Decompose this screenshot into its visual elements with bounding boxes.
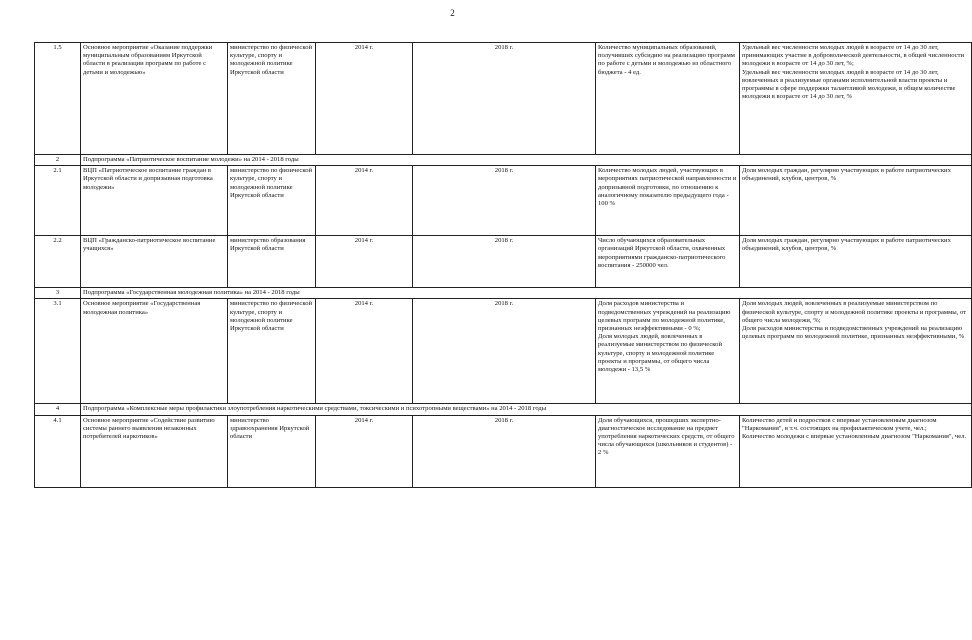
target-indicator: Доля молодых граждан, регулярно участвующих в работе патриотических объединений, клубов, центров, % <box>740 236 972 288</box>
row-number: 1.5 <box>35 43 81 155</box>
expected-result: Количество молодых людей, участвующих в мероприятиях патриотической направленности и допризывной подготовки, по отношению к аналогичному показателю предыдущего года - 100 % <box>596 166 740 236</box>
subprogram-row <box>35 155 972 166</box>
table-row <box>35 166 972 236</box>
row-number: 2.2 <box>35 236 81 288</box>
table-row <box>35 43 972 155</box>
target-indicator: Доля молодых людей, вовлеченных в реализуемые министерством по физической культуре, спорту и молодежной политике проекты и программы, от общего числа молодежи, %; Доля расходов министерства и подведомственных учреждений на реализацию целевых программ по молодежной политике, признанных неэффективными, % <box>740 299 972 404</box>
end-year: 2018 г. <box>413 415 596 487</box>
start-year: 2014 г. <box>316 299 413 404</box>
subprogram-number: 3 <box>35 288 81 299</box>
row-number: 4.1 <box>35 415 81 487</box>
target-indicator: Количество детей и подростков с впервые установленным диагнозом "Наркомания", в т.ч. состоящих на профилактическом учете, чел.; Количество молодежи с впервые установленным диагнозом "Наркомания", чел. <box>740 415 972 487</box>
expected-result: Доля обучающихся, прошедших экспертно-диагностическое исследование на предмет употребления наркотических средств, от общего числа обучающихся (школьников и студентов) - 2 % <box>596 415 740 487</box>
end-year: 2018 г. <box>413 236 596 288</box>
end-year: 2018 г. <box>413 299 596 404</box>
subprogram-number: 2 <box>35 155 81 166</box>
start-year: 2014 г. <box>316 415 413 487</box>
table-row <box>35 415 972 487</box>
executor: министерство здравоохранения Иркутской области <box>228 415 316 487</box>
executor: министерство по физической культуре, спорту и молодежной политике Иркутской области <box>228 166 316 236</box>
subprogram-number: 4 <box>35 404 81 415</box>
end-year: 2018 г. <box>413 43 596 155</box>
expected-result: Доля расходов министерства и подведомственных учреждений на реализацию целевых программ по молодежной политике, признанных неэффективными - 0 %; Доля молодых людей, вовлеченных в реализуемые министерством по физической культуре, спорту и молодежной политике проекты и программы, от общего числа молодежи - 13,5 % <box>596 299 740 404</box>
subprogram-row <box>35 288 972 299</box>
program-measures-table <box>34 42 972 488</box>
page-number: 2 <box>450 8 455 18</box>
table-row <box>35 236 972 288</box>
table-row <box>35 299 972 404</box>
row-number: 3.1 <box>35 299 81 404</box>
measure-name: ВЦП «Гражданско-патриотическое воспитание учащихся» <box>81 236 228 288</box>
subprogram-title: Подпрограмма «Патриотическое воспитание молодежи» на 2014 - 2018 годы <box>81 155 972 166</box>
expected-result: Число обучающихся образовательных организаций Иркутской области, охваченных мероприятиями гражданско-патриотического воспитания - 250000 чел. <box>596 236 740 288</box>
start-year: 2014 г. <box>316 43 413 155</box>
measure-name: Основное мероприятие «Содействие развитию системы раннего выявления незаконных потребителей наркотиков» <box>81 415 228 487</box>
measure-name: Основное мероприятие «Оказание поддержки муниципальным образованиям Иркутской области в реализации программ по работе с детьми и молодежью» <box>81 43 228 155</box>
subprogram-title: Подпрограмма «Государственная молодежная политика» на 2014 - 2018 годы <box>81 288 972 299</box>
executor: министерство по физической культуре, спорту и молодежной политике Иркутской области <box>228 43 316 155</box>
subprogram-title: Подпрограмма «Комплексные меры профилактики злоупотребления наркотическими средствами, токсическими и психотропными веществами» на 2014 - 2018 годы <box>81 404 972 415</box>
subprogram-row <box>35 404 972 415</box>
start-year: 2014 г. <box>316 236 413 288</box>
executor: министерство по физической культуре, спорту и молодежной политике Иркутской области <box>228 299 316 404</box>
expected-result: Количество муниципальных образований, получивших субсидию на реализацию программ по работе с детьми и молодежью из областного бюджета - 4 ед. <box>596 43 740 155</box>
start-year: 2014 г. <box>316 166 413 236</box>
measure-name: ВЦП «Патриотическое воспитание граждан в Иркутской области и допризывная подготовка молодежи» <box>81 166 228 236</box>
executor: министерство образования Иркутской области <box>228 236 316 288</box>
measure-name: Основное мероприятие «Государственная молодежная политика» <box>81 299 228 404</box>
row-number: 2.1 <box>35 166 81 236</box>
target-indicator: Удельный вес численности молодых людей в возрасте от 14 до 30 лет, принимающих участие в добровольческой деятельности, в общей численности молодежи в возрасте от 14 до 30 лет, %; Удельный вес численности молодых людей в возрасте от 14 до 30 лет, вовлеченных в реализуемые органами исполнительной власти проекты и программы в сфере поддержки талантливой молодежи, в общем количестве молодежи в возрасте от 14 до 30 лет, % <box>740 43 972 155</box>
end-year: 2018 г. <box>413 166 596 236</box>
target-indicator: Доля молодых граждан, регулярно участвующих в работе патриотических объединений, клубов, центров, % <box>740 166 972 236</box>
